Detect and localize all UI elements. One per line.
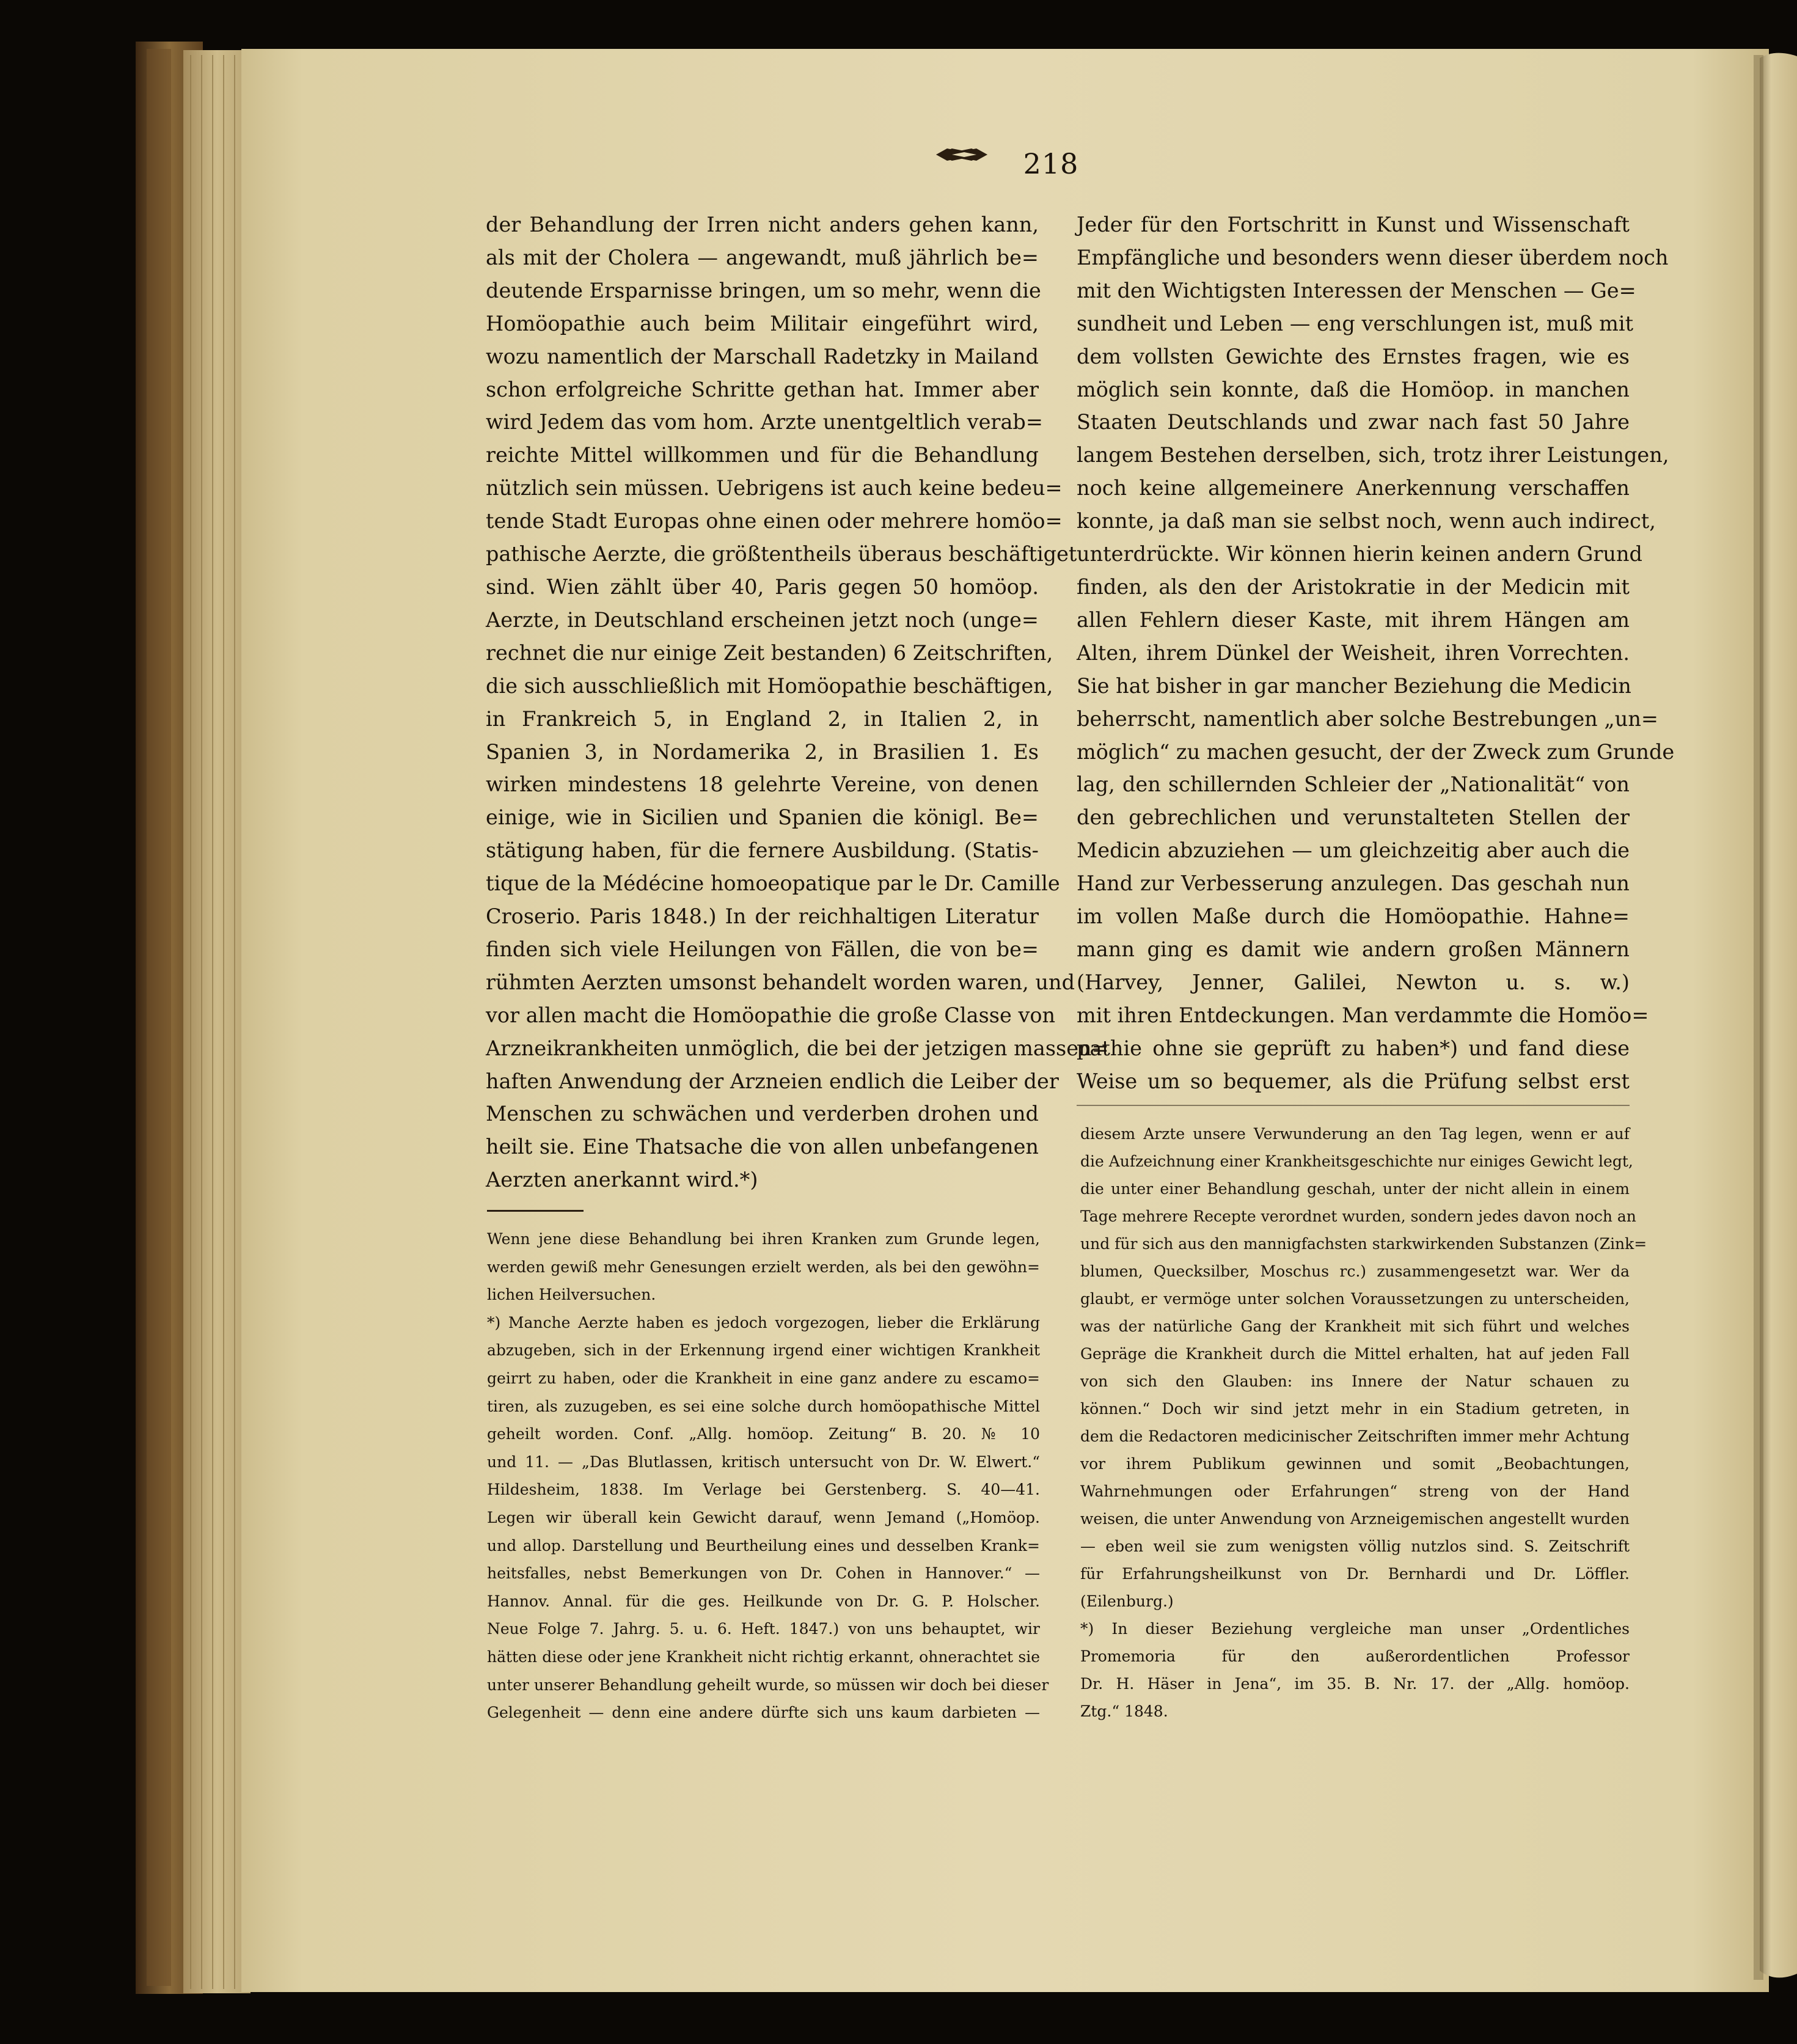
body-line: konnte, ja daß man sie selbst noch, wenn auch indirect, [1077, 509, 1656, 533]
left-column-footnotes [487, 1225, 1049, 1727]
body-line: wird Jedem das vom hom. Arzte unentgeltlich verab= [486, 410, 1043, 434]
footnote-line: tiren, als zuzugeben, es sei eine solche durch homöopathische Mittel [487, 1397, 1040, 1415]
footnote-line: und 11. — „Das Blutlassen, kritisch untersucht von Dr. W. Elwert.“ [487, 1452, 1040, 1471]
ornament-right-icon [935, 145, 989, 164]
footnote-line: können.“ Doch wir sind jetzt mehr in ein Stadium getreten, in [1080, 1400, 1630, 1418]
body-line: heilt sie. Eine Thatsache die von allen unbefangenen [486, 1135, 1039, 1159]
body-line: noch keine allgemeinere Anerkennung verschaffen [1077, 476, 1630, 500]
body-line: deutende Ersparnisse bringen, um so mehr, wenn die [486, 278, 1041, 302]
footnote-line: *) In dieser Beziehung vergleiche man unser „Ordentliches [1080, 1620, 1630, 1638]
body-line: reichte Mittel willkommen und für die Behandlung [486, 443, 1039, 467]
body-line: stätigung haben, für die fernere Ausbildung. (Statis- [486, 838, 1039, 863]
body-line: im vollen Maße durch die Homöopathie. Hahne= [1077, 904, 1630, 929]
body-line: wozu namentlich der Marschall Radetzky in Mailand [486, 344, 1039, 368]
footnote-line: heitsfalles, nebst Bemerkungen von Dr. Cohen in Hannover.“ — [487, 1564, 1040, 1583]
body-line: Staaten Deutschlands und zwar nach fast 50 Jahre [1077, 410, 1630, 434]
body-line: als mit der Cholera — angewandt, muß jährlich be= [486, 245, 1039, 269]
page-header [935, 145, 1167, 182]
body-line: Medicin abzuziehen — um gleichzeitig aber auch die [1077, 838, 1630, 863]
body-line: rühmten Aerzten umsonst behandelt worden waren, und [486, 970, 1075, 994]
right-footnote-rule [1077, 1105, 1630, 1106]
body-line: Arzneikrankheiten unmöglich, die bei der jetzigen massen= [486, 1036, 1109, 1060]
footnote-line: dem die Redactoren medicinischer Zeitschriften immer mehr Achtung [1080, 1427, 1630, 1445]
body-line: langem Bestehen derselben, sich, trotz ihrer Leistungen, [1077, 443, 1669, 467]
footnote-line: *) Manche Aerzte haben es jedoch vorgezogen, lieber die Erklärung [487, 1313, 1040, 1332]
left-footnote-rule [487, 1210, 584, 1212]
body-line: Aerzte, in Deutschland erscheinen jetzt noch (unge= [486, 607, 1039, 632]
right-column-body [1077, 208, 1675, 1097]
body-line: (Harvey, Jenner, Galilei, Newton u. s. w.) [1077, 970, 1630, 994]
body-line: rechnet die nur einige Zeit bestanden) 6 Zeitschriften, [486, 640, 1053, 665]
footnote-line: Hildesheim, 1838. Im Verlage bei Gerstenberg. S. 40—41. [487, 1481, 1040, 1499]
body-line: mit ihren Entdeckungen. Man verdammte die Homöo= [1077, 1003, 1649, 1027]
body-line: der Behandlung der Irren nicht anders gehen kann, [486, 213, 1039, 236]
footnote-line: (Eilenburg.) [1080, 1592, 1174, 1610]
footnote-line: Dr. H. Häser in Jena“, im 35. B. Nr. 17. der „Allg. homöop. [1080, 1675, 1630, 1693]
body-line: Homöopathie auch beim Militair eingeführt wird, [486, 311, 1039, 335]
body-line: tende Stadt Europas ohne einen oder mehrere homöo= [486, 509, 1063, 533]
body-line: sundheit und Leben — eng verschlungen ist, muß mit [1077, 311, 1634, 335]
footnote-line: vor ihrem Publikum gewinnen und somit „Beobachtungen, [1080, 1455, 1630, 1473]
footnote-line: Tage mehrere Recepte verordnet wurden, sondern jedes davon noch an [1080, 1207, 1636, 1225]
footnote-line: geirrt zu haben, oder die Krankheit in eine ganz andere zu escamo= [487, 1369, 1040, 1387]
footnote-line: Wenn jene diese Behandlung bei ihren Kranken zum Grunde legen, [487, 1230, 1040, 1248]
body-line: tique de la Médécine homoeopatique par le Dr. Camille [486, 871, 1060, 896]
footnote-line: Legen wir überall kein Gewicht darauf, wenn Jemand („Homöop. [487, 1508, 1040, 1526]
body-line: Hand zur Verbesserung anzulegen. Das geschah nun [1077, 871, 1630, 896]
body-line: einige, wie in Sicilien und Spanien die königl. Be= [486, 805, 1039, 830]
footnote-line: glaubt, er vermöge unter solchen Voraussetzungen zu unterscheiden, [1080, 1290, 1630, 1308]
body-line: allen Fehlern dieser Kaste, mit ihrem Hängen am [1077, 607, 1630, 632]
body-line: möglich sein konnte, daß die Homöop. in manchen [1077, 377, 1630, 401]
body-line: haften Anwendung der Arzneien endlich die Leiber der [486, 1069, 1059, 1093]
body-line: mann ging es damit wie andern großen Männern [1077, 937, 1630, 961]
body-line: unterdrückte. Wir können hierin keinen andern Grund [1077, 542, 1642, 566]
footnote-line: werden gewiß mehr Genesungen erzielt werden, als bei den gewöhn= [487, 1258, 1040, 1276]
body-line: Alten, ihrem Dünkel der Weisheit, ihren Vorrechten. [1077, 640, 1630, 665]
body-line: lag, den schillernden Schleier der „Nationalität“ von [1077, 772, 1630, 797]
footnote-line: abzugeben, sich in der Erkennung irgend einer wichtigen Krankheit [487, 1341, 1040, 1360]
body-line: finden sich viele Heilungen von Fällen, die von be= [486, 937, 1039, 961]
body-line: wirken mindestens 18 gelehrte Vereine, von denen [486, 772, 1039, 797]
footnote-line: hätten diese oder jene Krankheit nicht richtig erkannt, ohnerachtet sie [487, 1647, 1040, 1666]
footnote-line: diesem Arzte unsere Verwunderung an den Tag legen, wenn er auf [1080, 1125, 1630, 1143]
footnote-line: — eben weil sie zum wenigsten völlig nutzlos sind. S. Zeitschrift [1080, 1537, 1630, 1555]
body-line: Empfängliche und besonders wenn dieser überdem noch [1077, 245, 1669, 269]
footnote-line: Neue Folge 7. Jahrg. 5. u. 6. Heft. 1847.) von uns behauptet, wir [487, 1620, 1040, 1638]
body-line: schon erfolgreiche Schritte gethan hat. Immer aber [486, 377, 1039, 401]
footnote-line: die Aufzeichnung einer Krankheitsgeschichte nur einiges Gewicht legt, [1080, 1152, 1633, 1170]
left-column-body [486, 208, 1109, 1196]
body-line: möglich“ zu machen gesucht, der der Zweck zum Grunde [1077, 739, 1675, 764]
footnote-line: blumen, Quecksilber, Moschus rc.) zusammengesetzt war. Wer da [1080, 1262, 1630, 1280]
footnote-line: Wahrnehmungen oder Erfahrungen“ streng von der Hand [1080, 1482, 1630, 1500]
footnote-line: Hannov. Annal. für die ges. Heilkunde von Dr. G. P. Holscher. [487, 1592, 1040, 1610]
right-column-footnotes [1080, 1120, 1647, 1725]
footnote-line: unter unserer Behandlung geheilt wurde, so müssen wir doch bei dieser [487, 1676, 1049, 1694]
body-line: nützlich sein müssen. Uebrigens ist auch keine bedeu= [486, 476, 1063, 500]
footnote-line: von sich den Glauben: ins Innere der Natur schauen zu [1080, 1372, 1630, 1390]
body-line: Jeder für den Fortschritt in Kunst und Wissenschaft [1077, 213, 1630, 236]
body-line: Menschen zu schwächen und verderben drohen und [486, 1102, 1039, 1126]
footnote-line: was der natürliche Gang der Krankheit mit sich führt und welches [1080, 1317, 1630, 1335]
body-line: mit den Wichtigsten Interessen der Menschen — Ge= [1077, 278, 1636, 302]
footnote-line: Promemoria für den außerordentlichen Professor [1080, 1647, 1630, 1665]
body-line: Weise um so bequemer, als die Prüfung selbst erst [1077, 1069, 1630, 1093]
footnote-line: die unter einer Behandlung geschah, unter der nicht allein in einem [1080, 1180, 1630, 1198]
body-line: Aerzten anerkannt wird.*) [486, 1168, 758, 1192]
footnote-line: und allop. Darstellung und Beurtheilung eines und desselben Krank= [487, 1536, 1040, 1555]
footnote-line: Gepräge die Krankheit durch die Mittel erhalten, hat auf jeden Fall [1080, 1345, 1630, 1363]
footnote-line: lichen Heilversuchen. [487, 1286, 656, 1304]
footnote-line: Gelegenheit — denn eine andere dürfte sich uns kaum darbieten — [487, 1704, 1040, 1722]
body-line: Sie hat bisher in gar mancher Beziehung die Medicin [1077, 673, 1631, 698]
body-line: beherrscht, namentlich aber solche Bestrebungen „un= [1077, 706, 1658, 731]
footnote-line: weisen, die unter Anwendung von Arzneigemischen angestellt wurden [1080, 1510, 1630, 1528]
body-line: vor allen macht die Homöopathie die große Classe von [486, 1003, 1056, 1027]
footnote-line: Ztg.“ 1848. [1080, 1702, 1168, 1720]
body-line: dem vollsten Gewichte des Ernstes fragen, wie es [1077, 344, 1630, 368]
body-line: finden, als den der Aristokratie in der Medicin mit [1077, 574, 1630, 599]
body-line: pathische Aerzte, die größtentheils überaus beschäftiget [486, 542, 1077, 566]
body-line: den gebrechlichen und verunstalteten Stellen der [1077, 805, 1630, 830]
body-line: Croserio. Paris 1848.) In der reichhaltigen Literatur [486, 904, 1039, 929]
body-line: in Frankreich 5, in England 2, in Italien 2, in [486, 706, 1039, 731]
footnote-line: für Erfahrungsheilkunst von Dr. Bernhardi und Dr. Löffler. [1080, 1565, 1630, 1583]
page-number: 218 [1023, 147, 1079, 180]
body-line: pathie ohne sie geprüft zu haben*) und fand diese [1077, 1036, 1630, 1060]
footnote-line: geheilt worden. Conf. „Allg. homöop. Zeitung“ B. 20. № 10 [487, 1425, 1040, 1443]
body-line: Spanien 3, in Nordamerika 2, in Brasilien 1. Es [486, 739, 1039, 764]
body-line: die sich ausschließlich mit Homöopathie beschäftigen, [486, 673, 1053, 698]
body-line: sind. Wien zählt über 40, Paris gegen 50 homöop. [486, 574, 1039, 599]
footnote-line: und für sich aus den mannigfachsten starkwirkenden Substanzen (Zink= [1080, 1235, 1647, 1253]
